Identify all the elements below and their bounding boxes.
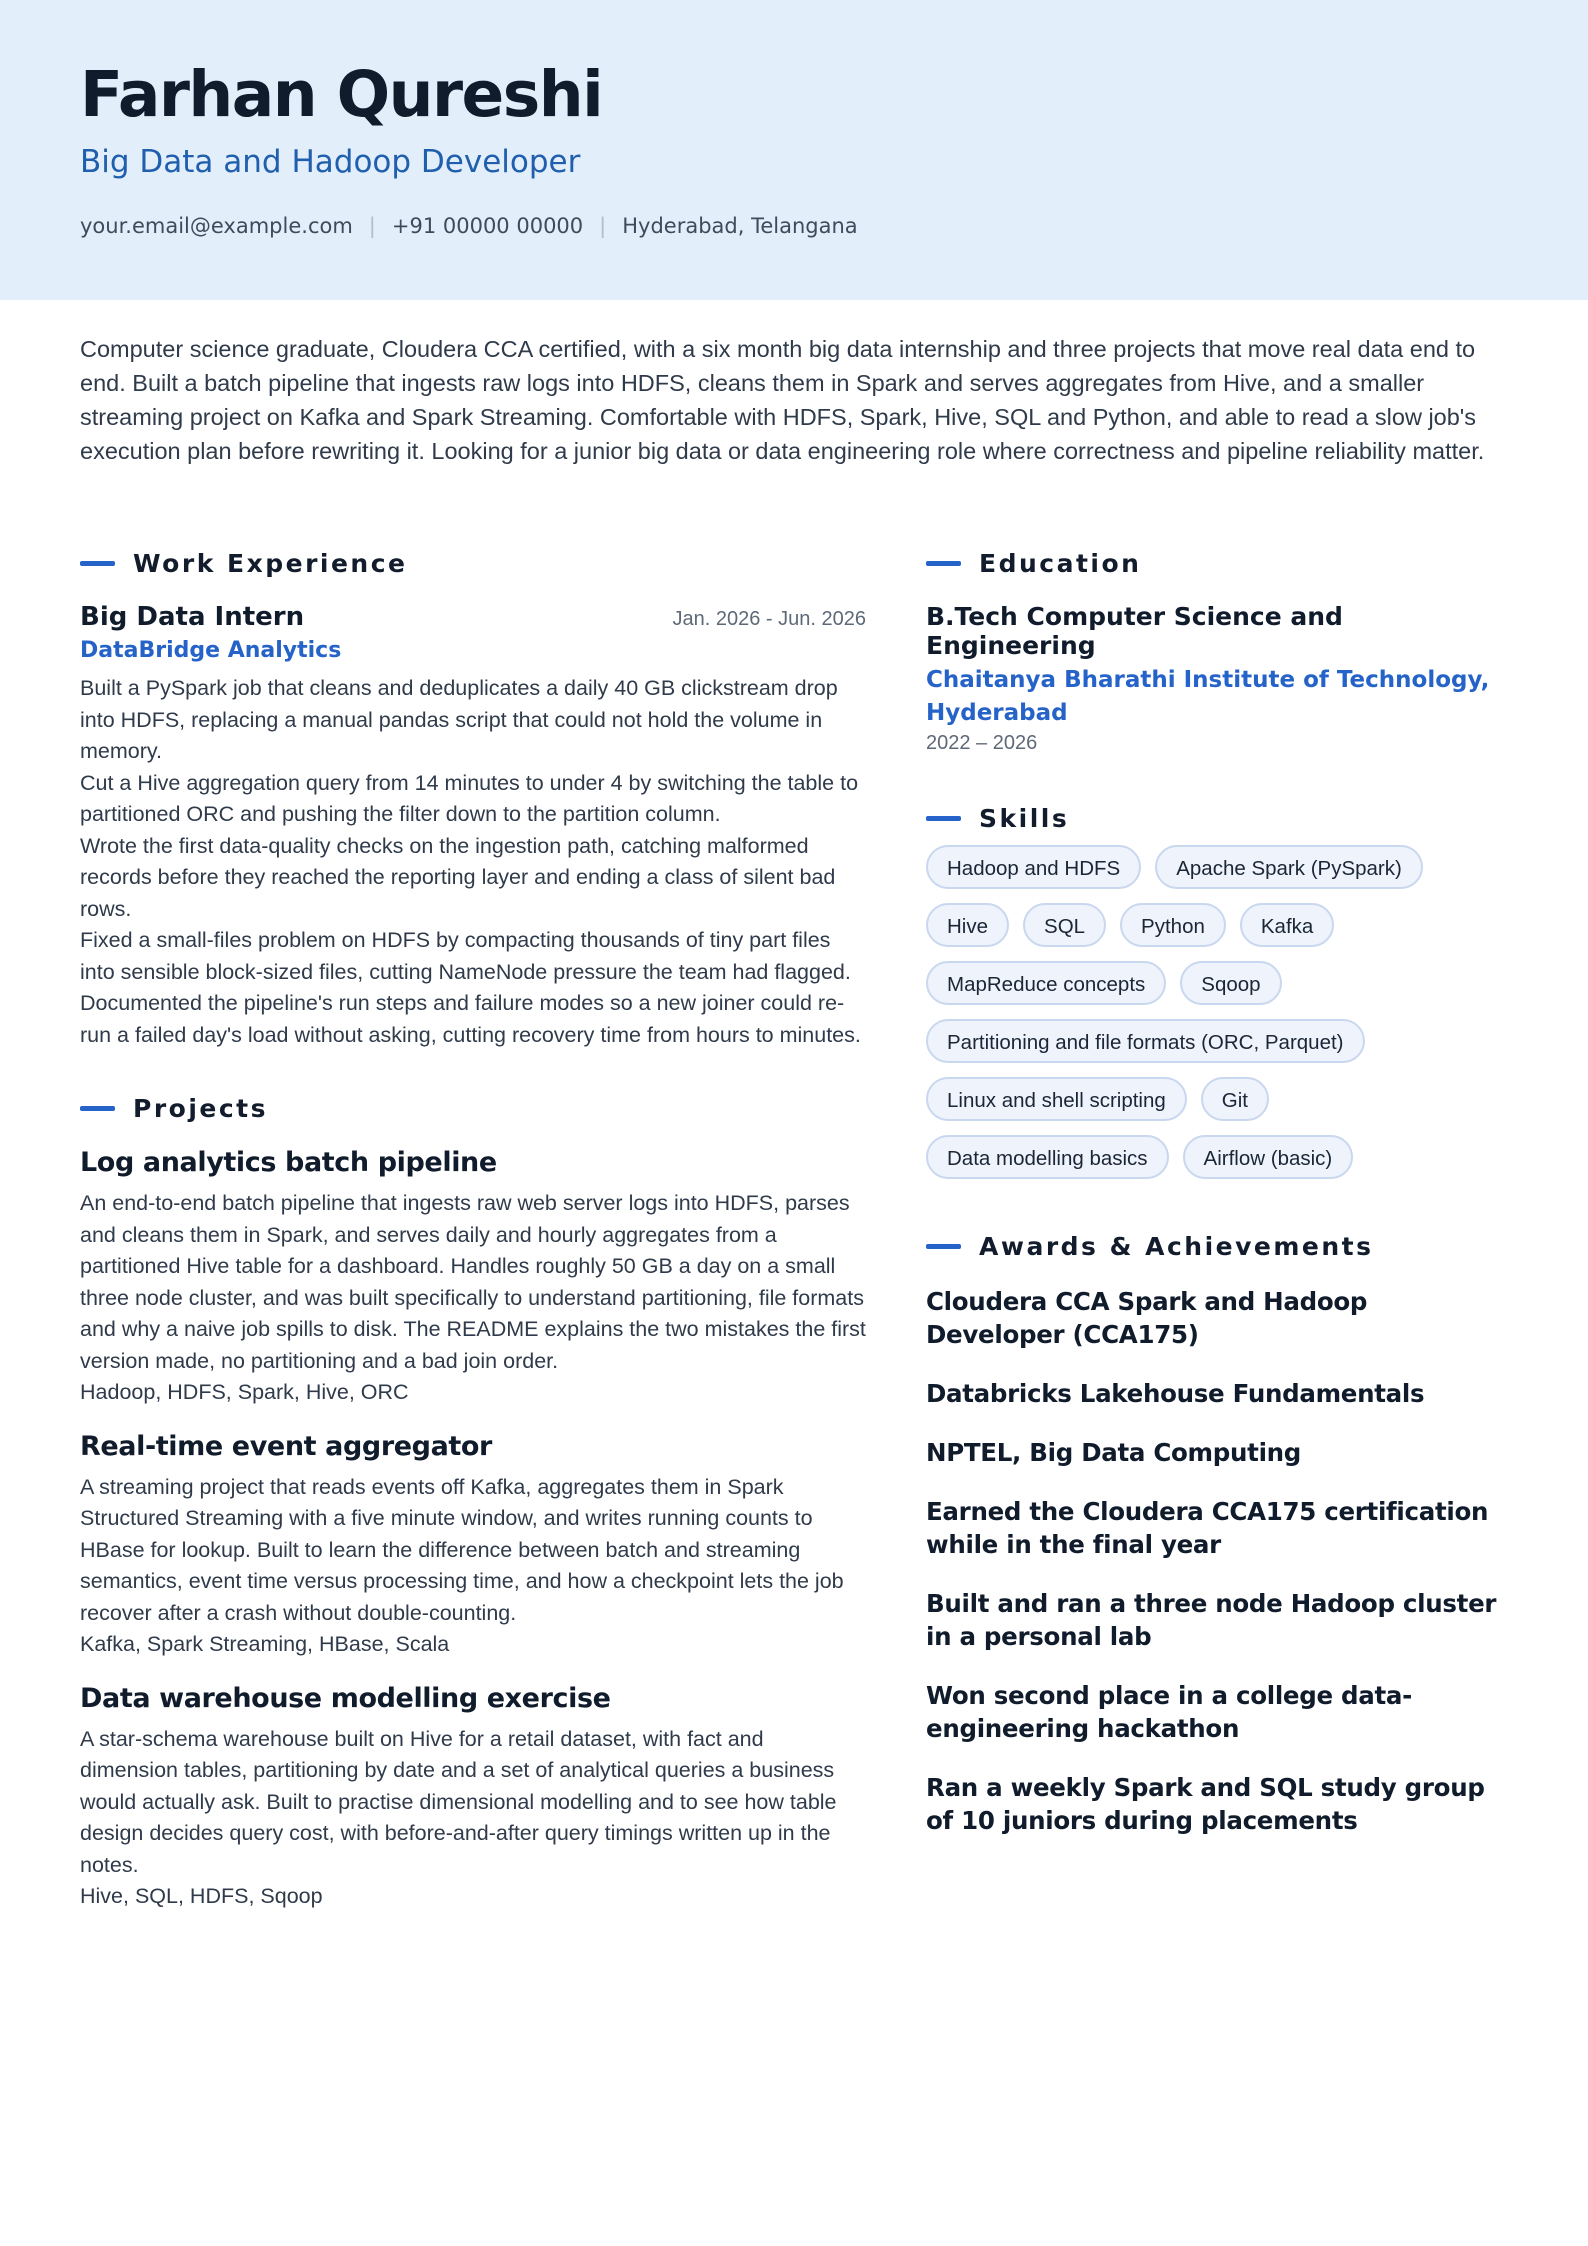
project-item (80, 1683, 866, 1913)
left-column (80, 546, 866, 1913)
skill-chip: Python (1120, 903, 1226, 947)
skill-chip: Hive (926, 903, 1009, 947)
section-header (926, 546, 1508, 580)
project-description: A star-schema warehouse built on Hive for a retail dataset, with fact and dimension tables, partitioning by date and a set of analytical queries a business would actually ask. Built to practise dimensional modelling and to see how table design decides query cost, with before-and-after query timings written up in the notes. (80, 1726, 837, 1877)
award-item: Earned the Cloudera CCA175 certification while in the final year (926, 1497, 1489, 1559)
education-section (926, 546, 1508, 755)
achievement-line: Wrote the first data-quality checks on the ingestion path, catching malformed records before they reached the reporting layer and ending a class of silent bad rows. (80, 833, 836, 921)
skill-chip: Linux and shell scripting (926, 1077, 1187, 1121)
section-accent-bar (80, 1106, 115, 1111)
candidate-role: Big Data and Hadoop Developer (80, 144, 581, 180)
project-tech-stack: Hive, SQL, HDFS, Sqoop (80, 1884, 323, 1908)
contact-separator: | (599, 214, 607, 238)
section-accent-bar (80, 561, 115, 566)
achievement-line: Documented the pipeline's run steps and failure modes so a new joiner could re-run a failed day's load without asking, cutting recovery time from hours to minutes. (80, 991, 861, 1047)
skill-chip: Partitioning and file formats (ORC, Parquet) (926, 1019, 1365, 1063)
section-title: Projects (133, 1093, 269, 1123)
section-accent-bar (926, 1244, 961, 1249)
project-title: Data warehouse modelling exercise (80, 1682, 611, 1714)
project-item (80, 1431, 866, 1661)
skill-chip: Apache Spark (PySpark) (1155, 845, 1423, 889)
project-title: Log analytics batch pipeline (80, 1147, 497, 1178)
skill-chip: SQL (1023, 903, 1106, 947)
skill-chip: Hadoop and HDFS (926, 845, 1141, 889)
right-column (926, 546, 1508, 1837)
contact-email[interactable]: your.email@example.com (80, 214, 353, 238)
section-accent-bar (926, 561, 961, 566)
skills-section (926, 801, 1508, 1193)
job-dates: Jan. 2026 - Jun. 2026 (672, 608, 866, 630)
projects-section (80, 1091, 866, 1913)
resume-header (0, 0, 1588, 300)
achievement-line: Fixed a small-files problem on HDFS by compacting thousands of tiny part files into sensible block-sized files, cutting NameNode pressure the team had flagged. (80, 928, 851, 984)
professional-summary: Computer science graduate, Cloudera CCA certified, with a six month big data internship and three projects that move real data end to end. Built a batch pipeline that ingests raw logs into HDFS, cleans them in Spark and serves aggregates from Hive, and a smaller streaming project on Kafka and Spark Streaming. Comfortable with HDFS, Spark, Hive, SQL and Python, and able to read a slow job's execution plan before rewriting it. Looking for a junior big data or data engineering role where correctness and pipeline reliability matter. (80, 336, 1485, 464)
section-header (926, 801, 1508, 835)
school-name: Chaitanya Bharathi Institute of Technology, Hyderabad (926, 667, 1490, 726)
section-header (80, 546, 866, 580)
award-item: Databricks Lakehouse Fundamentals (926, 1379, 1425, 1408)
job-achievements (80, 673, 866, 1051)
section-header (80, 1091, 866, 1125)
achievement-line: Built a PySpark job that cleans and deduplicates a daily 40 GB clickstream drop into HDFS, replacing a manual pandas script that could not hold the volume in memory. (80, 676, 838, 763)
project-description: An end-to-end batch pipeline that ingests raw web server logs into HDFS, parses and cleans them in Spark, and serves daily and hourly aggregates from a partitioned Hive table for a dashboard. Handles roughly 50 GB a day on a small three node cluster, and was built specifically to understand partitioning, file formats and why a naive job spills to disk. The README explains the two mistakes the first version made, no partitioning and a bad join order. (80, 1191, 866, 1373)
skill-chip: Kafka (1240, 903, 1334, 947)
achievement-line: Cut a Hive aggregation query from 14 minutes to under 4 by switching the table to partitioned ORC and pushing the filter down to the partition column. (80, 770, 859, 826)
skill-chip: Airflow (basic) (1183, 1135, 1354, 1179)
candidate-name: Farhan Qureshi (80, 58, 603, 131)
award-item: Built and ran a three node Hadoop cluster in a personal lab (926, 1589, 1497, 1651)
section-title: Awards & Achievements (979, 1231, 1374, 1261)
skill-chip: Sqoop (1180, 961, 1281, 1005)
job-header (80, 602, 866, 632)
project-tech-stack: Kafka, Spark Streaming, HBase, Scala (80, 1632, 450, 1656)
contact-phone[interactable]: +91 00000 00000 (391, 214, 584, 238)
section-title: Work Experience (133, 548, 408, 578)
project-description: A streaming project that reads events off Kafka, aggregates them in Spark Structured Streaming with a five minute window, and writes running counts to HBase for lookup. Built to learn the difference between batch and streaming semantics, event time versus processing time, and how a checkpoint lets the job recover after a crash without double-counting. (80, 1474, 844, 1625)
project-title: Real-time event aggregator (80, 1430, 492, 1462)
skill-chip: Git (1201, 1077, 1269, 1121)
project-tech-stack: Hadoop, HDFS, Spark, Hive, ORC (80, 1380, 409, 1404)
section-title: Education (979, 548, 1142, 578)
skill-chip: MapReduce concepts (926, 961, 1166, 1005)
degree-title: B.Tech Computer Science and Engineering (926, 602, 1343, 660)
project-item (80, 1147, 866, 1409)
award-item: NPTEL, Big Data Computing (926, 1438, 1302, 1467)
section-title: Skills (979, 803, 1070, 833)
awards-list (926, 1285, 1508, 1837)
skill-chip: Data modelling basics (926, 1135, 1169, 1179)
education-years: 2022 – 2026 (926, 732, 1038, 754)
awards-section (926, 1229, 1508, 1837)
section-header (926, 1229, 1508, 1263)
contact-line (80, 214, 858, 238)
job-title: Big Data Intern (80, 602, 305, 632)
award-item: Won second place in a college data-engineering hackathon (926, 1681, 1413, 1743)
award-item: Cloudera CCA Spark and Hadoop Developer (CCA175) (926, 1287, 1368, 1349)
section-accent-bar (926, 816, 961, 821)
skill-chip-list (926, 845, 1508, 1193)
contact-separator: | (368, 214, 376, 238)
contact-location: Hyderabad, Telangana (622, 214, 858, 238)
award-item: Ran a weekly Spark and SQL study group of 10 juniors during placements (926, 1773, 1485, 1835)
company-name: DataBridge Analytics (80, 638, 342, 663)
work-experience-section (80, 546, 866, 1051)
